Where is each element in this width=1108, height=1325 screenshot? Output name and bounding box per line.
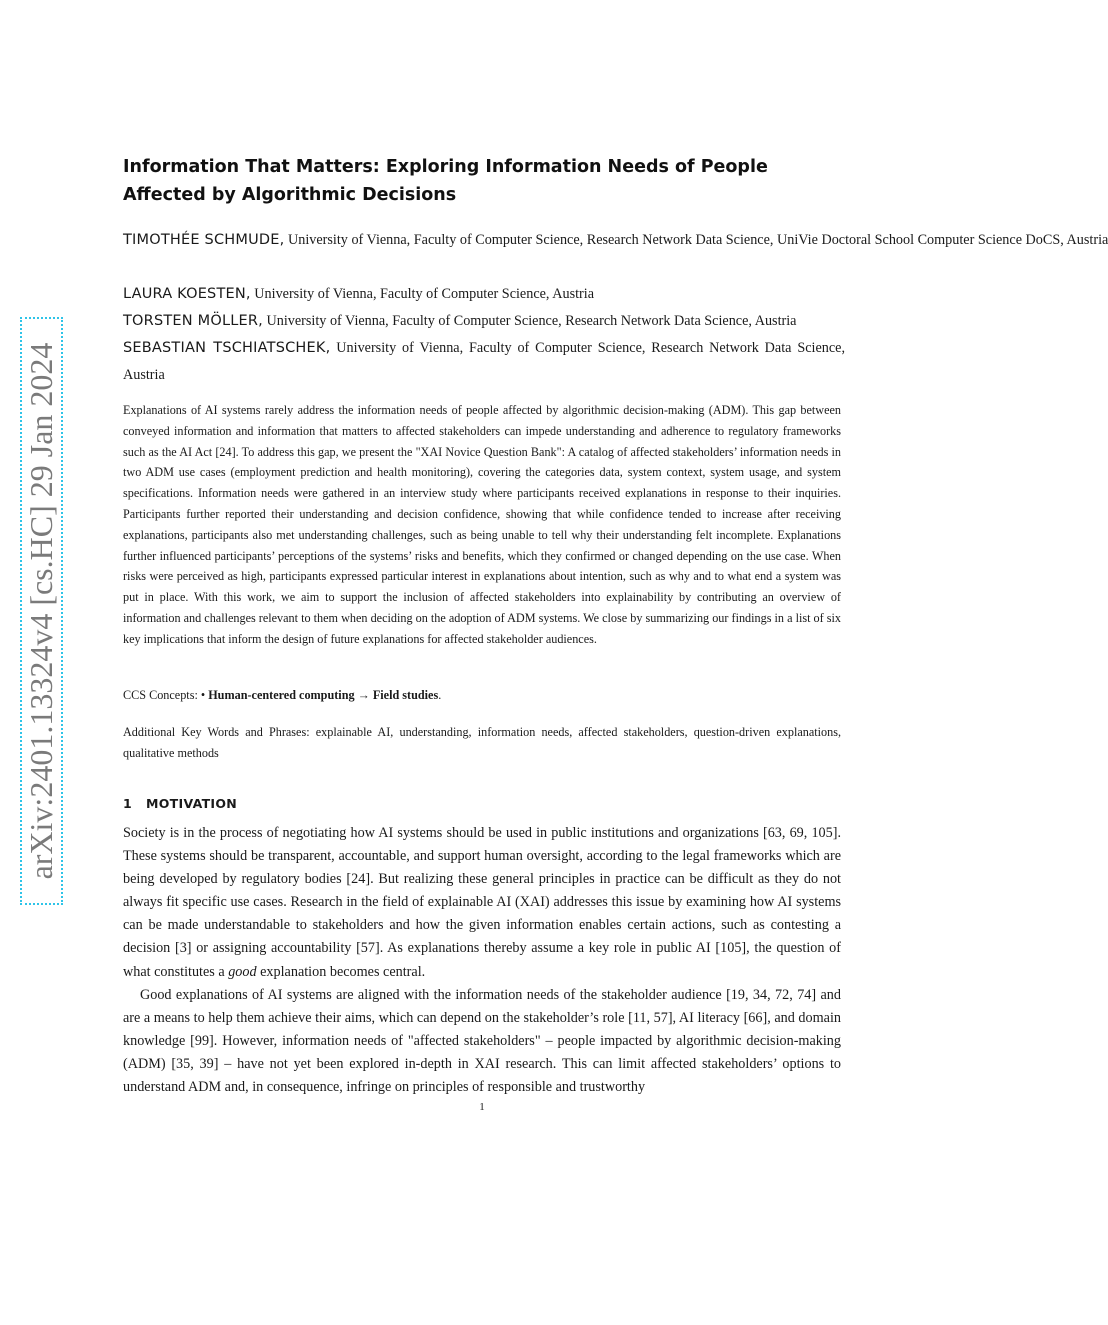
author-2 [123, 281, 845, 308]
paragraph-text: Society is in the process of negotiating how AI systems should be used in public institutions and organizations [63, 69, 105]. These systems should be transparent, accountable, and support human oversight, according to the legal frameworks which are being developed by regulatory bodies [24]. But realizing these general principles in practice can be difficult as they do not always fit specific use cases. Research in the field of explainable AI (XAI) addresses this issue by examining how AI systems can be made understandable to stakeholders and how the given information enables certain actions, such as contesting a decision [3] or assigning accountability [57]. As explanations thereby assume a key role in public AI [105], the question of what constitutes a [123, 825, 841, 980]
keywords [123, 722, 841, 764]
author-name: SEBASTIAN TSCHIATSCHEK, [123, 340, 331, 356]
author-affiliation: University of Vienna, Faculty of Computer Science, Austria [254, 286, 594, 302]
author-4 [123, 335, 845, 389]
author-name: TORSTEN MÖLLER, [123, 313, 263, 329]
author-name: LAURA KOESTEN, [123, 286, 251, 302]
ccs-label: CCS Concepts: • [123, 688, 206, 702]
section-heading [123, 796, 237, 811]
paper-title: Information That Matters: Exploring Information Needs of People Affected by Algorithmic Decisions [123, 157, 768, 205]
body-paragraph-1 [123, 822, 841, 984]
author-name: TIMOTHÉE SCHMUDE, [123, 232, 285, 248]
keywords-text: explainable AI, understanding, information needs, affected stakeholders, question-driven explanations, qualitative methods [123, 725, 841, 760]
page-number: 1 [479, 1101, 485, 1113]
keywords-label: Additional Key Words and Phrases: [123, 725, 310, 739]
section-number: 1 [123, 796, 132, 811]
paragraph-text-end: explanation becomes central. [260, 963, 426, 980]
author-affiliation: University of Vienna, Faculty of Computer Science, Research Network Data Science, Austria [123, 340, 845, 383]
author-affiliation: University of Vienna, Faculty of Computer Science, Research Network Data Science, Austria [266, 313, 797, 329]
author-affiliation: University of Vienna, Faculty of Computer Science, Research Network Data Science, UniVie Doctoral School Computer Science DoCS, Austria [288, 232, 1108, 248]
ccs-concepts [123, 685, 841, 706]
ccs-end: . [438, 688, 442, 702]
emphasis-text: good [228, 963, 257, 980]
arxiv-identifier-stamp: arXiv:2401.13324v4 [cs.HC] 29 Jan 2024 [20, 317, 63, 905]
abstract: Explanations of AI systems rarely address the information needs of people affected by algorithmic decision-making (ADM). This gap between conveyed information and information that matters to affected stakeholders can impede understanding and adherence to regulatory frameworks such as the AI Act [24]. To address this gap, we present the "XAI Novice Question Bank": A catalog of affected stakeholders’ information needs in two ADM use cases (employment prediction and health monitoring), covering the categories data, system context, system usage, and system specifications. Information needs were gathered in an interview study where participants received explanations in response to their inquiries. Participants further reported their understanding and decision confidence, showing that while confidence tended to increase after receiving explanations, participants also met understanding challenges, such as being unable to tell why their understanding felt incomplete. Explanations further influenced participants’ perceptions of the systems’ risks and benefits, which they confirmed or changed depending on the use case. When risks were perceived as high, participants expressed particular interest in explanations about intention, such as why and to what end a system was put in place. With this work, we aim to support the inclusion of affected stakeholders into explainability by contributing an overview of information and challenges relevant to them when deciding on the adoption of ADM systems. We close by summarizing our findings in a list of six key implications that inform the design of future explanations for affected stakeholder audiences. [123, 403, 841, 646]
section-title: MOTIVATION [146, 796, 238, 811]
author-1 [123, 227, 1108, 254]
author-3 [123, 308, 845, 335]
ccs-concept: Human-centered computing → Field studies [208, 688, 439, 702]
body-paragraph-2: Good explanations of AI systems are aligned with the information needs of the stakeholder audience [19, 34, 72, 74] and are a means to help them achieve their aims, which can depend on the stakeholder’s role [11, 57], AI literacy [66], and domain knowledge [99]. However, information needs of "affected stakeholders" – people impacted by algorithmic decision-making (ADM) [35, 39] – have not yet been explored in-depth in XAI research. This can limit affected stakeholders’ options to understand ADM and, in consequence, infringe on principles of responsible and trustworthy [123, 987, 841, 1096]
